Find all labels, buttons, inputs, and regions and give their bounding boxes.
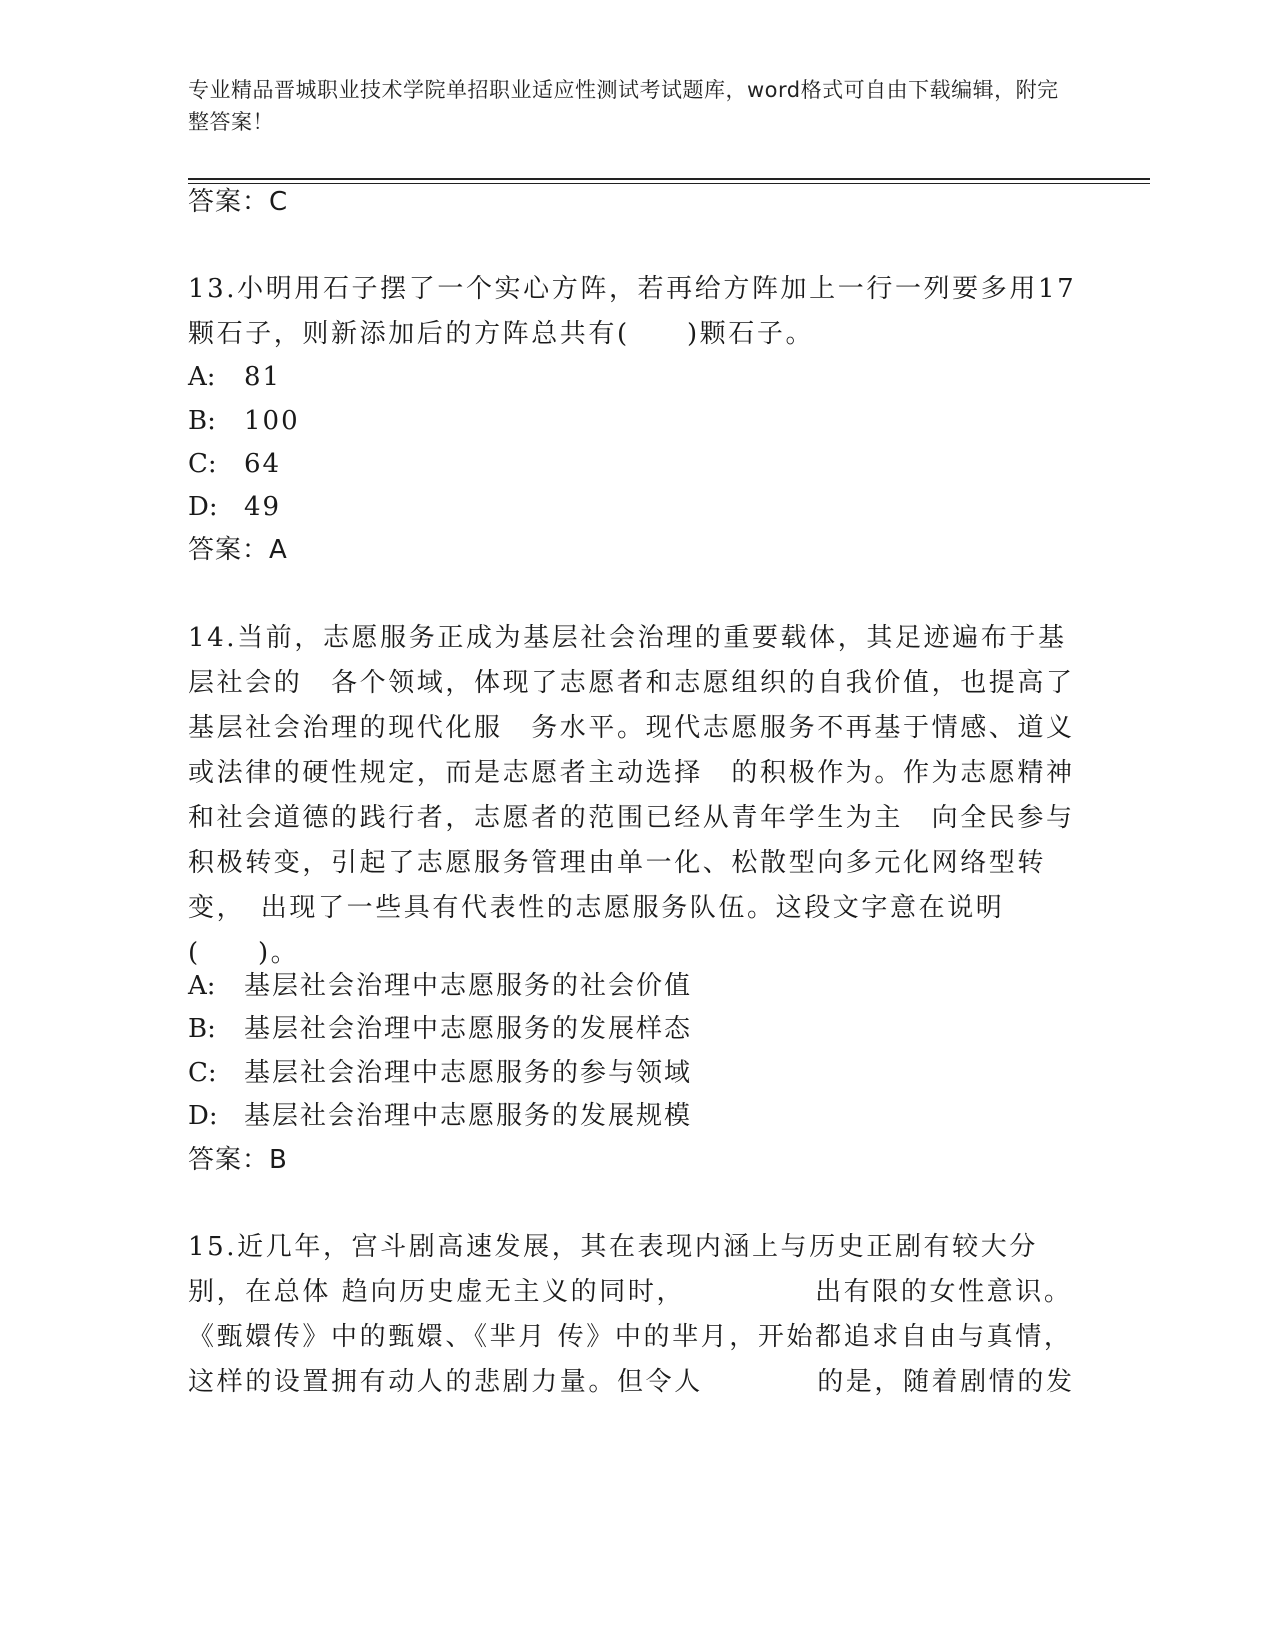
option-label: D: [188,492,218,522]
option-text: 81 [244,362,282,392]
option-label: B: [188,1014,216,1044]
option-text: 100 [244,406,300,436]
option-text: 基层社会治理中志愿服务的参与领域 [244,1058,693,1088]
question-13-option-b [188,403,300,439]
option-label: C: [188,1058,217,1088]
question-14-answer: 答案：B [188,1145,288,1175]
option-label: B: [188,406,216,436]
question-13-answer: 答案：A [188,535,288,565]
header-divider [188,178,1150,180]
option-label: D: [188,1101,218,1131]
option-label: A: [188,362,216,392]
question-14-option-c [188,1055,692,1091]
question-13-option-d [188,489,281,525]
option-label: A: [188,971,216,1001]
option-label: C: [188,449,217,479]
header-divider-thin [188,183,1150,184]
question-13-stem: 13.小明用石子摆了一个实心方阵，若再给方阵加上一行一列要多用17颗石子，则新添加后的方阵总共有( )颗石子。 [188,274,1077,349]
option-text: 基层社会治理中志愿服务的发展规模 [244,1101,693,1131]
question-14-stem: 14.当前，志愿服务正成为基层社会治理的重要载体，其足迹遍布于基层社会的 各个领域，体现了志愿者和志愿组织的自我价值，也提高了基层社会治理的现代化服 务水平。现代志愿服务不再基于情感、道义或法律的硬性规定，而是志愿者主动选择 的积极作为。作为志愿精神和社会道德的践行者，志愿者的范围已经从青年学生为主 向全民参与积极转变，引起了志愿服务管理由单一化、松散型向多元化网络型转变， 出现了一些具有代表性的志愿服务队伍。这段文字意在说明( )。 [188,623,1075,968]
option-text: 49 [244,492,282,522]
question-14-option-b [188,1011,692,1047]
question-14-option-a [188,968,692,1004]
document-header: 专业精品晋城职业技术学院单招职业适应性测试考试题库，word格式可自由下载编辑，附完整答案！ [188,78,1059,134]
answer-prev: 答案：C [188,187,289,217]
question-13-option-c [188,446,281,482]
question-15-stem: 15.近几年，宫斗剧高速发展，其在表现内涵上与历史正剧有较大分别，在总体 趋向历史虚无主义的同时， 出有限的女性意识。《甄嬛传》中的甄嬛、《芈月 传》中的芈月，开始都追求自由与真情，这样的设置拥有动人的悲剧力量。但令人 的是，随着剧情的发 [188,1232,1075,1397]
option-text: 基层社会治理中志愿服务的社会价值 [244,971,693,1001]
option-text: 基层社会治理中志愿服务的发展样态 [244,1014,693,1044]
option-text: 64 [244,449,282,479]
question-14-option-d [188,1098,692,1134]
question-13-option-a [188,359,281,395]
